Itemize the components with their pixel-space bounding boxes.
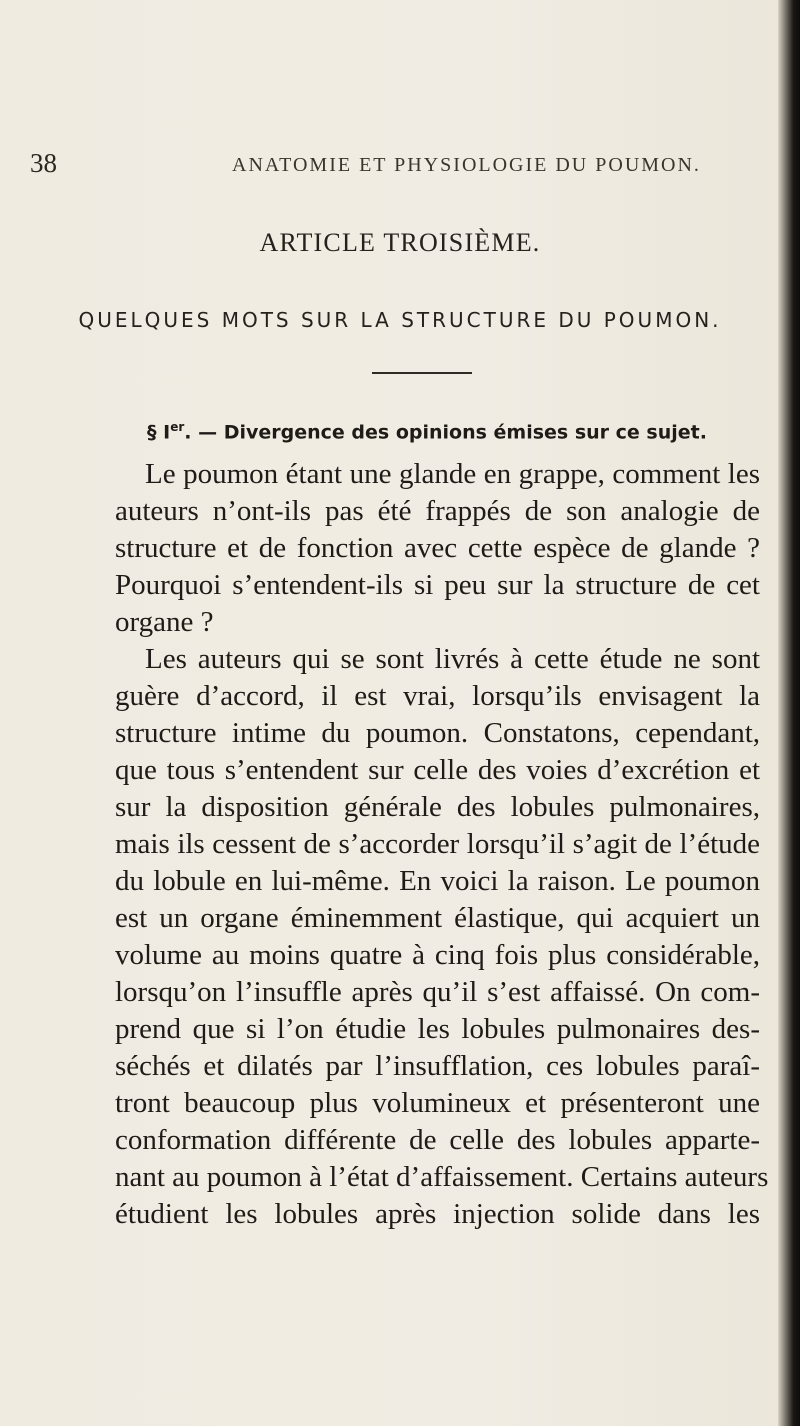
page-header [0,148,800,188]
separator-rule [372,372,472,374]
body-line: lorsqu’on l’insuffle après qu’il s’est affaissé. On com- [115,976,760,1008]
body-line: Les auteurs qui se sont livrés à cette étude ne sont [145,643,760,675]
book-spine-shadow [778,0,800,1426]
running-head: ANATOMIE ET PHYSIOLOGIE DU POUMON. [232,154,701,176]
body-line: guère d’accord, il est vrai, lorsqu’ils envisagent la [115,680,760,712]
body-line: structure et de fonction avec cette espèce de glande ? [115,532,760,564]
body-line: sur la disposition générale des lobules pulmonaires, [115,791,760,823]
article-title: ARTICLE TROISIÈME. [259,228,541,257]
section-heading-text: . — Divergence des opinions émises sur ce sujet. [184,421,707,444]
body-line: que tous s’entendent sur celle des voies d’excrétion et [115,754,760,786]
section-symbol: § [147,421,157,444]
body-line: auteurs n’ont-ils pas été frappés de son analogie de [115,495,760,527]
page-number: 38 [30,148,57,178]
body-line: Pourquoi s’entendent-ils si peu sur la structure de cet [115,569,760,601]
body-line: Le poumon étant une glande en grappe, comment les [145,458,760,490]
body-line: nant au poumon à l’état d’affaissement. Certains auteurs [115,1161,769,1193]
section-heading [147,420,707,443]
body-line: volume au moins quatre à cinq fois plus considérable, [115,939,760,971]
body-line: tront beaucoup plus volumineux et présenteront une [115,1087,760,1119]
body-text [115,456,769,1233]
body-line: prend que si l’on étudie les lobules pulmonaires des- [115,1013,760,1045]
body-line: mais ils cessent de s’accorder lorsqu’il s’agit de l’étude [115,828,760,860]
body-line: séchés et dilatés par l’insufflation, ces lobules paraî- [115,1050,760,1082]
article-subtitle: QUELQUES MOTS SUR LA STRUCTURE DU POUMON. [78,308,722,332]
body-line: conformation différente de celle des lobules apparte- [115,1124,760,1156]
body-line: est un organe éminemment élastique, qui acquiert un [115,902,760,934]
section-numeral: I [163,421,171,444]
body-line: organe ? [115,606,214,638]
body-line: étudient les lobules après injection solide dans les [115,1198,760,1230]
body-line: structure intime du poumon. Constatons, cependant, [115,717,760,749]
body-line: du lobule en lui-même. En voici la raison. Le poumon [115,865,760,897]
section-numeral-superscript: er [170,420,185,434]
